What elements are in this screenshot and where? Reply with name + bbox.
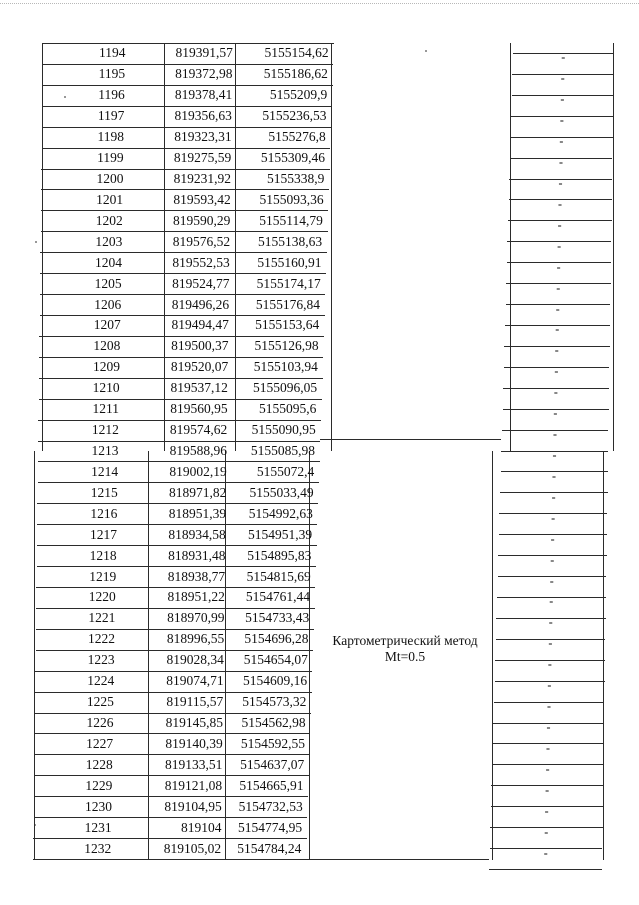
coordinate-y: 5155174,17 — [256, 275, 321, 291]
row-divider — [36, 629, 314, 630]
row-divider — [42, 106, 332, 107]
coordinate-y: 5155033,49 — [249, 484, 314, 500]
coordinate-x: 819275,59 — [173, 150, 232, 166]
coordinate-y: 5154696,28 — [244, 631, 309, 647]
empty-value-dash: - — [559, 134, 564, 149]
empty-value-dash: - — [558, 155, 563, 170]
empty-value-dash: - — [544, 803, 549, 818]
empty-value-dash: - — [558, 176, 563, 190]
point-number: 1203 — [95, 233, 123, 249]
coordinate-x: 819588,96 — [169, 443, 227, 458]
point-number: 1210 — [92, 380, 120, 396]
coordinate-x: 819121,08 — [164, 777, 223, 793]
point-number: 1206 — [94, 296, 122, 312]
coordinate-y: 5154665,91 — [239, 777, 304, 793]
point-number: 1199 — [97, 150, 124, 166]
column-divider-dash — [492, 451, 493, 860]
coordinate-y: 5155093,36 — [259, 191, 324, 207]
empty-value-dash: - — [556, 259, 561, 274]
empty-value-dash: - — [550, 552, 555, 567]
point-number: 1196 — [98, 87, 125, 103]
row-divider — [40, 294, 325, 295]
coordinate-y: 5155095,6 — [259, 401, 317, 417]
coordinate-y: 5154592,55 — [240, 735, 305, 751]
row-divider — [36, 608, 315, 609]
coordinate-y: 5155090,95 — [251, 422, 316, 438]
coordinate-y: 5154654,07 — [243, 652, 308, 668]
point-number: 1204 — [94, 254, 122, 270]
coordinate-x: 819552,53 — [172, 254, 230, 270]
coordinate-y: 5154784,24 — [237, 840, 302, 856]
row-divider — [38, 420, 321, 421]
coordinate-x: 819520,07 — [170, 359, 229, 375]
row-divider — [36, 650, 314, 651]
row-divider — [40, 273, 326, 274]
row-divider — [40, 315, 325, 316]
point-number: 1225 — [86, 694, 114, 710]
row-divider — [42, 127, 331, 128]
coordinate-x: 819356,63 — [174, 108, 232, 124]
row-divider — [34, 817, 308, 818]
empty-value-dash: - — [560, 71, 565, 86]
point-number: 1194 — [99, 45, 126, 61]
row-divider — [37, 524, 317, 525]
coordinate-x: 819115,57 — [166, 694, 224, 710]
point-number: 1214 — [91, 463, 119, 479]
coordinate-y: 5155176,84 — [255, 296, 321, 312]
row-divider — [38, 441, 320, 442]
row-divider — [35, 733, 311, 734]
coordinate-y: 5154951,39 — [248, 526, 313, 542]
point-number: 1213 — [91, 443, 119, 458]
row-divider — [42, 85, 332, 86]
empty-value-dash: - — [561, 50, 566, 65]
point-number: 1218 — [89, 547, 117, 563]
point-number: 1221 — [88, 610, 116, 626]
point-number: 1198 — [97, 129, 125, 145]
empty-value-dash: - — [553, 406, 558, 421]
coordinate-y: 5155085,98 — [250, 443, 315, 458]
coordinate-x: 819002,19 — [169, 463, 227, 479]
table-left-border — [34, 451, 35, 860]
coordinate-y: 5154573,32 — [242, 694, 307, 710]
empty-value-dash: - — [548, 636, 553, 651]
column-divider-x — [148, 451, 149, 860]
row-divider — [41, 210, 328, 211]
coordinate-y: 5154761,44 — [245, 589, 310, 605]
empty-value-dash: - — [554, 364, 559, 379]
method-cell — [312, 633, 498, 665]
column-divider-method — [331, 43, 332, 451]
coordinate-x: 819524,77 — [172, 275, 230, 291]
empty-value-dash: - — [556, 280, 561, 295]
coordinate-y: 5154895,83 — [247, 547, 312, 563]
point-number: 1217 — [89, 526, 117, 542]
row-divider — [41, 169, 329, 170]
point-number: 1212 — [91, 422, 119, 438]
empty-value-dash: - — [550, 531, 555, 546]
row-divider — [37, 503, 318, 504]
coordinate-x: 819494,47 — [171, 317, 229, 333]
point-number: 1209 — [93, 359, 121, 375]
point-number: 1211 — [92, 401, 120, 417]
row-divider — [38, 482, 319, 483]
coordinate-y: 5155236,53 — [262, 108, 327, 124]
empty-value-dash: - — [553, 385, 558, 400]
row-divider — [35, 713, 311, 714]
point-number: 1201 — [96, 191, 124, 207]
method-cell-top-border — [320, 439, 501, 440]
coordinate-x: 818951,22 — [167, 589, 225, 605]
coordinate-y: 5154732,53 — [238, 798, 303, 814]
row-divider — [41, 189, 329, 190]
coordinate-y: 5155276,8 — [268, 129, 326, 145]
row-divider — [34, 775, 309, 776]
empty-value-dash: - — [543, 845, 548, 860]
coordinate-y: 5154609,16 — [242, 673, 308, 689]
coordinate-y: 5155138,63 — [258, 233, 323, 249]
method-accuracy: Mt=0.5 — [384, 649, 426, 664]
empty-value-dash: - — [560, 92, 565, 107]
point-number: 1207 — [93, 317, 121, 333]
empty-value-dash: - — [552, 468, 557, 483]
empty-value-dash: - — [551, 489, 556, 504]
empty-value-dash: - — [547, 657, 552, 672]
point-number: 1229 — [85, 777, 113, 793]
point-number: 1216 — [90, 505, 118, 521]
row-divider — [38, 461, 320, 462]
coordinate-y: 5155154,62 — [264, 45, 329, 61]
point-number: 1219 — [89, 568, 117, 584]
empty-value-dash: - — [552, 448, 557, 462]
coordinate-x: 819074,71 — [166, 673, 224, 689]
empty-value-dash: - — [544, 824, 549, 839]
empty-value-dash: - — [555, 301, 560, 316]
row-divider — [34, 754, 309, 755]
coordinate-y: 5155160,91 — [257, 254, 322, 270]
coordinate-x: 819496,26 — [171, 296, 230, 312]
point-number: 1220 — [88, 589, 116, 605]
coordinate-x: 819593,42 — [173, 191, 231, 207]
coordinate-x: 818996,55 — [166, 631, 225, 647]
coordinate-x: 819574,62 — [169, 422, 228, 438]
empty-value-dash: - — [552, 427, 557, 442]
row-divider — [36, 587, 315, 588]
coordinate-x: 819028,34 — [166, 652, 224, 668]
coordinate-y: 5154992,63 — [248, 505, 313, 521]
point-number: 1224 — [87, 673, 115, 689]
point-number: 1202 — [95, 212, 123, 228]
point-number: 1227 — [86, 735, 114, 751]
empty-value-dash: - — [557, 217, 562, 232]
table-right-border — [613, 43, 614, 451]
method-name: Картометрический метод — [332, 633, 478, 648]
coordinate-x: 818934,58 — [168, 526, 226, 542]
row-divider — [41, 231, 328, 232]
coordinate-y: 5155114,79 — [259, 212, 323, 228]
coordinate-y: 5155338,9 — [266, 171, 325, 186]
empty-value-dash: - — [557, 238, 562, 253]
coordinate-y: 5155209,9 — [269, 87, 328, 103]
coordinate-x: 818970,99 — [167, 610, 225, 626]
coordinate-x: 819140,39 — [165, 735, 223, 751]
empty-value-dash: - — [555, 322, 560, 337]
row-divider — [37, 545, 317, 546]
coordinate-y: 5155072,4 — [256, 463, 315, 479]
coordinate-y: 5154562,98 — [241, 715, 306, 730]
empty-value-dash: - — [548, 615, 553, 630]
coordinate-x: 819560,95 — [170, 401, 228, 417]
row-divider — [33, 838, 306, 839]
empty-value-dash: - — [547, 678, 552, 693]
coordinate-y: 5154733,43 — [245, 610, 310, 626]
coordinate-x: 819323,31 — [174, 129, 232, 145]
coordinate-y: 5155186,62 — [263, 66, 328, 82]
coordinate-x: 819105,02 — [163, 840, 222, 856]
point-number: 1197 — [97, 108, 125, 124]
coordinate-x: 819231,92 — [173, 171, 231, 186]
coordinate-x: 819378,41 — [174, 87, 233, 103]
coordinate-x: 819500,37 — [171, 338, 229, 354]
empty-value-dash: - — [545, 761, 550, 776]
empty-value-dash: - — [549, 573, 554, 588]
row-divider — [39, 357, 323, 358]
point-number: 1228 — [85, 756, 113, 772]
point-number: 1215 — [90, 484, 118, 500]
point-number: 1195 — [98, 66, 126, 82]
point-number: 1200 — [96, 171, 124, 186]
row-divider — [34, 796, 308, 797]
coordinate-x: 819145,85 — [165, 715, 223, 730]
row-divider — [39, 399, 322, 400]
empty-value-dash: - — [558, 196, 563, 211]
row-divider — [39, 378, 323, 379]
coordinate-x: 819391,57 — [175, 45, 233, 61]
empty-value-dash: - — [554, 343, 559, 358]
empty-value-dash: - — [559, 113, 564, 128]
coordinate-x: 818971,82 — [169, 484, 227, 500]
row-divider — [40, 252, 326, 253]
coordinate-x: 819104,95 — [164, 798, 222, 814]
point-number: 1223 — [87, 652, 115, 668]
row-divider — [37, 566, 316, 567]
point-number: 1205 — [94, 275, 122, 291]
point-number: 1208 — [93, 338, 121, 354]
row-divider — [43, 64, 334, 65]
empty-value-dash: - — [546, 699, 551, 714]
row-divider — [39, 336, 324, 337]
point-number: 1222 — [88, 631, 116, 647]
coordinate-y: 5155103,94 — [253, 359, 318, 375]
row-divider — [35, 692, 312, 693]
coordinate-y: 5155309,46 — [260, 150, 326, 166]
coordinate-x: 819590,29 — [173, 212, 231, 228]
point-number: 1230 — [84, 798, 112, 814]
coordinate-x: 819104 — [180, 819, 222, 835]
coordinate-y: 5155153,64 — [255, 317, 320, 333]
coordinate-x: 818951,39 — [168, 505, 227, 521]
row-divider — [43, 43, 334, 44]
point-number: 1226 — [86, 715, 114, 730]
coordinate-y: 5155096,05 — [253, 380, 318, 396]
dash-row-divider — [489, 869, 602, 870]
coordinate-x: 818938,77 — [167, 568, 226, 584]
empty-value-dash: - — [545, 782, 550, 797]
coordinate-x: 819133,51 — [165, 756, 223, 772]
row-divider — [42, 148, 331, 149]
empty-value-dash: - — [551, 510, 556, 525]
point-number: 1232 — [84, 840, 112, 856]
row-divider — [35, 671, 312, 672]
coordinate-x: 818931,48 — [168, 547, 226, 563]
table-bottom-border — [306, 859, 489, 860]
coordinate-x: 819537,12 — [170, 380, 228, 396]
column-divider-dash — [510, 43, 511, 451]
point-number: 1231 — [84, 819, 112, 835]
row-divider — [33, 859, 306, 860]
empty-value-dash: - — [546, 740, 551, 755]
coordinate-x: 819372,98 — [175, 66, 233, 82]
coordinate-x: 819576,52 — [172, 233, 231, 249]
coordinate-y: 5154774,95 — [237, 819, 303, 835]
table-left-border — [42, 43, 43, 451]
coordinate-y: 5154637,07 — [240, 756, 305, 772]
coordinate-y: 5155126,98 — [254, 338, 319, 354]
empty-value-dash: - — [546, 720, 551, 734]
empty-value-dash: - — [549, 594, 554, 609]
coordinate-y: 5154815,69 — [246, 568, 311, 584]
